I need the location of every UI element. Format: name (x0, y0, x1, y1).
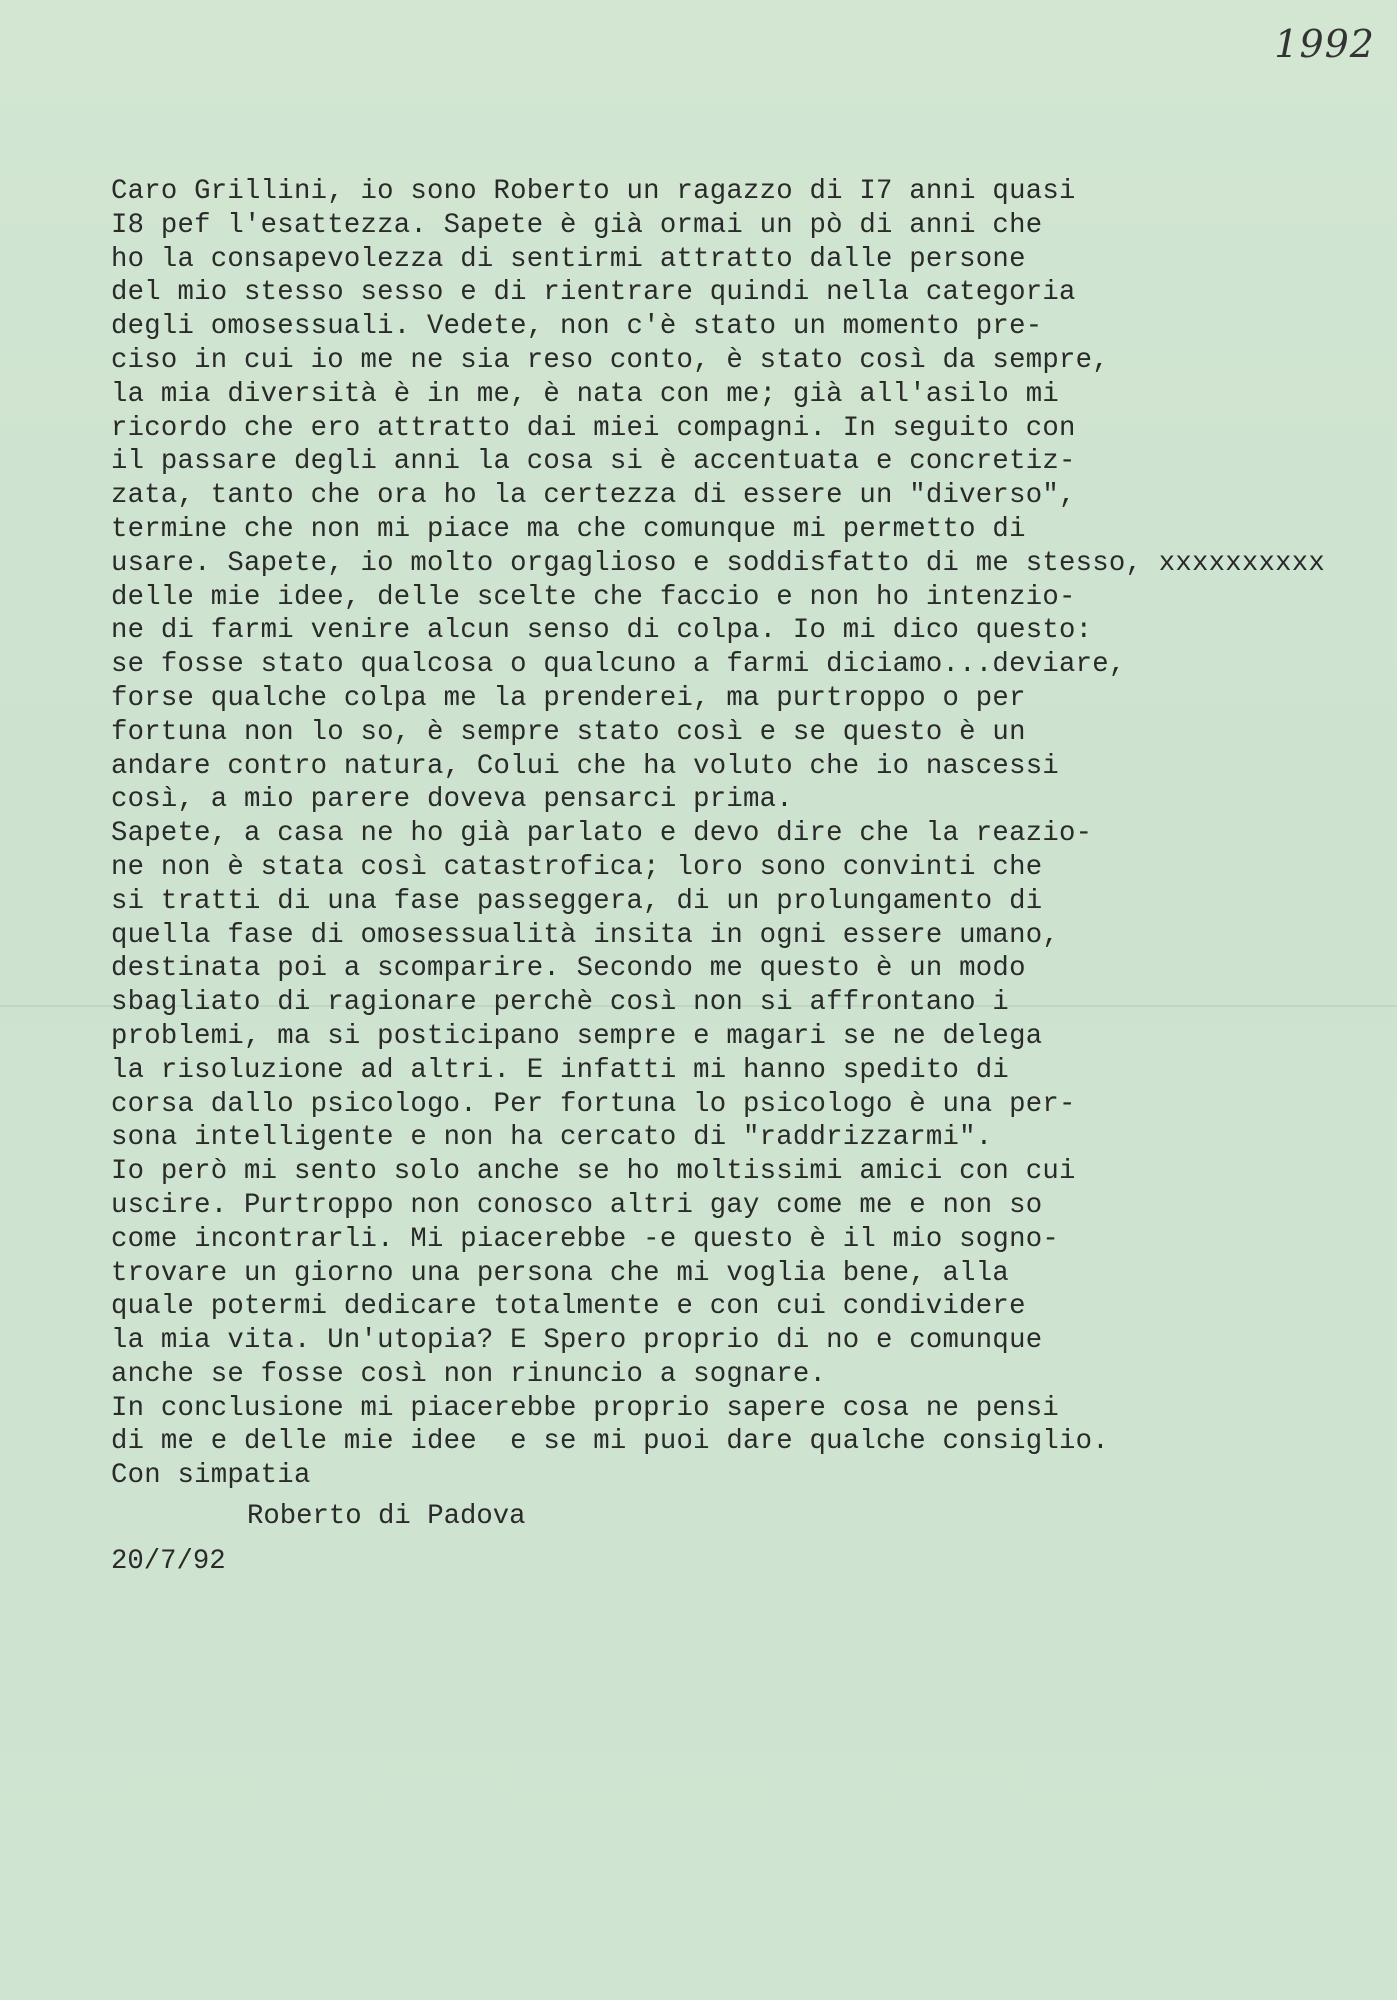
letter-line: ciso in cui io me ne sia reso conto, è stato così da sempre, (111, 344, 1109, 376)
letter-line: corsa dallo psicologo. Per fortuna lo psicologo è una per- (111, 1088, 1076, 1120)
letter-date: 20/7/92 (111, 1546, 226, 1577)
letter-line: quella fase di omosessualità insita in ogni essere umano, (111, 919, 1059, 951)
letter-line: la mia vita. Un'utopia? E Spero proprio di no e comunque (111, 1325, 1043, 1357)
letter-line: andare contro natura, Colui che ha voluto che io nascessi (111, 750, 1059, 782)
letter-line: ne di farmi venire alcun senso di colpa. Io mi dico questo: (111, 615, 1093, 647)
letter-line: zata, tanto che ora ho la certezza di essere un "diverso", (111, 480, 1076, 512)
letter-line: degli omosessuali. Vedete, non c'è stato un momento pre- (111, 311, 1043, 343)
letter-line: sbagliato di ragionare perchè così non si affrontano i (111, 987, 1010, 1019)
letter-line: sona intelligente e non ha cercato di "raddrizzarmi". (111, 1122, 993, 1154)
letter-line: ne non è stata così catastrofica; loro sono convinti che (111, 851, 1043, 883)
letter-line: anche se fosse così non rinuncio a sognare. (111, 1358, 827, 1390)
letter-line: Io però mi sento solo anche se ho moltissimi amici con cui (111, 1156, 1076, 1188)
letter-line: così, a mio parere doveva pensarci prima. (111, 784, 793, 816)
letter-line: la risoluzione ad altri. E infatti mi hanno spedito di (111, 1054, 1010, 1086)
letter-line: come incontrarli. Mi piacerebbe -e questo è il mio sogno- (111, 1223, 1059, 1255)
letter-line: destinata poi a scomparire. Secondo me questo è un modo (111, 953, 1026, 985)
letter-closing-greeting: Con simpatia (111, 1460, 311, 1492)
letter-line: I8 pef l'esattezza. Sapete è già ormai un pò di anni che (111, 209, 1043, 241)
signature: Roberto di Padova (247, 1501, 526, 1532)
letter-line: del mio stesso sesso e di rientrare quindi nella categoria (111, 277, 1076, 309)
letter-line: se fosse stato qualcosa o qualcuno a farmi diciamo...deviare, (111, 649, 1126, 681)
letter-line: il passare degli anni la cosa si è accentuata e concretiz- (111, 446, 1076, 478)
letter-line: ricordo che ero attratto dai miei compagni. In seguito con (111, 412, 1076, 444)
letter-line: In conclusione mi piacerebbe proprio sapere cosa ne pensi (111, 1392, 1059, 1424)
letter-line: la mia diversità è in me, è nata con me; già all'asilo mi (111, 378, 1059, 410)
letter-line: usare. Sapete, io molto orgaglioso e soddisfatto di me stesso, xxxxxxxxxx (111, 547, 1326, 579)
handwritten-year-annotation: 1992 (1274, 22, 1375, 66)
letter-line: di me e delle mie idee e se mi puoi dare qualche consiglio. (111, 1426, 1109, 1458)
letter-line: uscire. Purtroppo non conosco altri gay come me e non so (111, 1189, 1043, 1221)
letter-line: termine che non mi piace ma che comunque mi permetto di (111, 513, 1026, 545)
letter-line: delle mie idee, delle scelte che faccio e non ho intenzio- (111, 581, 1076, 613)
letter-line: si tratti di una fase passeggera, di un prolungamento di (111, 885, 1043, 917)
letter-line: Sapete, a casa ne ho già parlato e devo dire che la reazio- (111, 818, 1093, 850)
letter-line: problemi, ma si posticipano sempre e magari se ne delega (111, 1020, 1043, 1052)
letter-line: fortuna non lo so, è sempre stato così e se questo è un (111, 716, 1026, 748)
letter-line: trovare un giorno una persona che mi voglia bene, alla (111, 1257, 1010, 1289)
letter-line: quale potermi dedicare totalmente e con cui condividere (111, 1291, 1026, 1323)
letter-line: forse qualche colpa me la prenderei, ma purtroppo o per (111, 682, 1026, 714)
letter-line: ho la consapevolezza di sentirmi attratto dalle persone (111, 243, 1026, 275)
letter-line: Caro Grillini, io sono Roberto un ragazzo di I7 anni quasi (111, 176, 1076, 207)
letter-body (111, 175, 1391, 1493)
